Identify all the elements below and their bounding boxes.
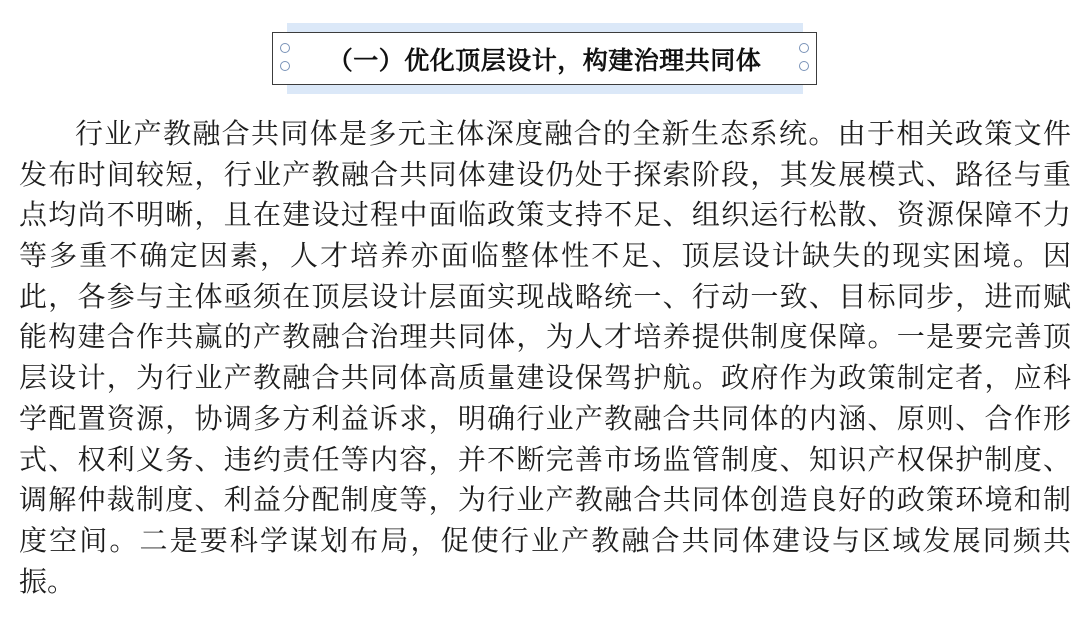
- paragraph-line: 此，各参与主体亟须在顶层设计层面实现战略统一、行动一致、目标同步，进而赋: [19, 279, 1071, 313]
- paragraph-line: 式、权利义务、违约责任等内容，并不断完善市场监管制度、知识产权保护制度、: [19, 442, 1071, 476]
- section-heading: （一）优化顶层设计，构建治理共同体: [327, 45, 762, 75]
- paragraph-line: 层设计，为行业产教融合共同体高质量建设保驾护航。政府作为政策制定者，应科: [19, 361, 1071, 395]
- paragraph-line: 能构建合作共赢的产教融合治理共同体，为人才培养提供制度保障。一是要完善顶: [19, 320, 1071, 354]
- section-heading-box: [272, 32, 817, 85]
- paragraph-line: 行业产教融合共同体是多元主体深度融合的全新生态系统。由于相关政策文件: [75, 117, 1071, 150]
- paragraph-line: 振。: [19, 564, 76, 598]
- paragraph-line: 学配置资源，协调多方利益诉求，明确行业产教融合共同体的内涵、原则、合作形: [19, 401, 1071, 435]
- paragraph-line: 发布时间较短，行业产教融合共同体建设仍处于探索阶段，其发展模式、路径与重: [19, 157, 1071, 191]
- paragraph-line: 调解仲裁制度、利益分配制度等，为行业产教融合共同体创造良好的政策环境和制: [19, 483, 1071, 517]
- paragraph-line: 点均尚不明晰，且在建设过程中面临政策支持不足、组织运行松散、资源保障不力: [19, 198, 1071, 232]
- paragraph-line: 等多重不确定因素，人才培养亦面临整体性不足、顶层设计缺失的现实困境。因: [19, 239, 1071, 273]
- body-paragraph: [19, 114, 1071, 602]
- paragraph-line: 度空间。二是要科学谋划布局，促使行业产教融合共同体建设与区域发展同频共: [19, 523, 1071, 557]
